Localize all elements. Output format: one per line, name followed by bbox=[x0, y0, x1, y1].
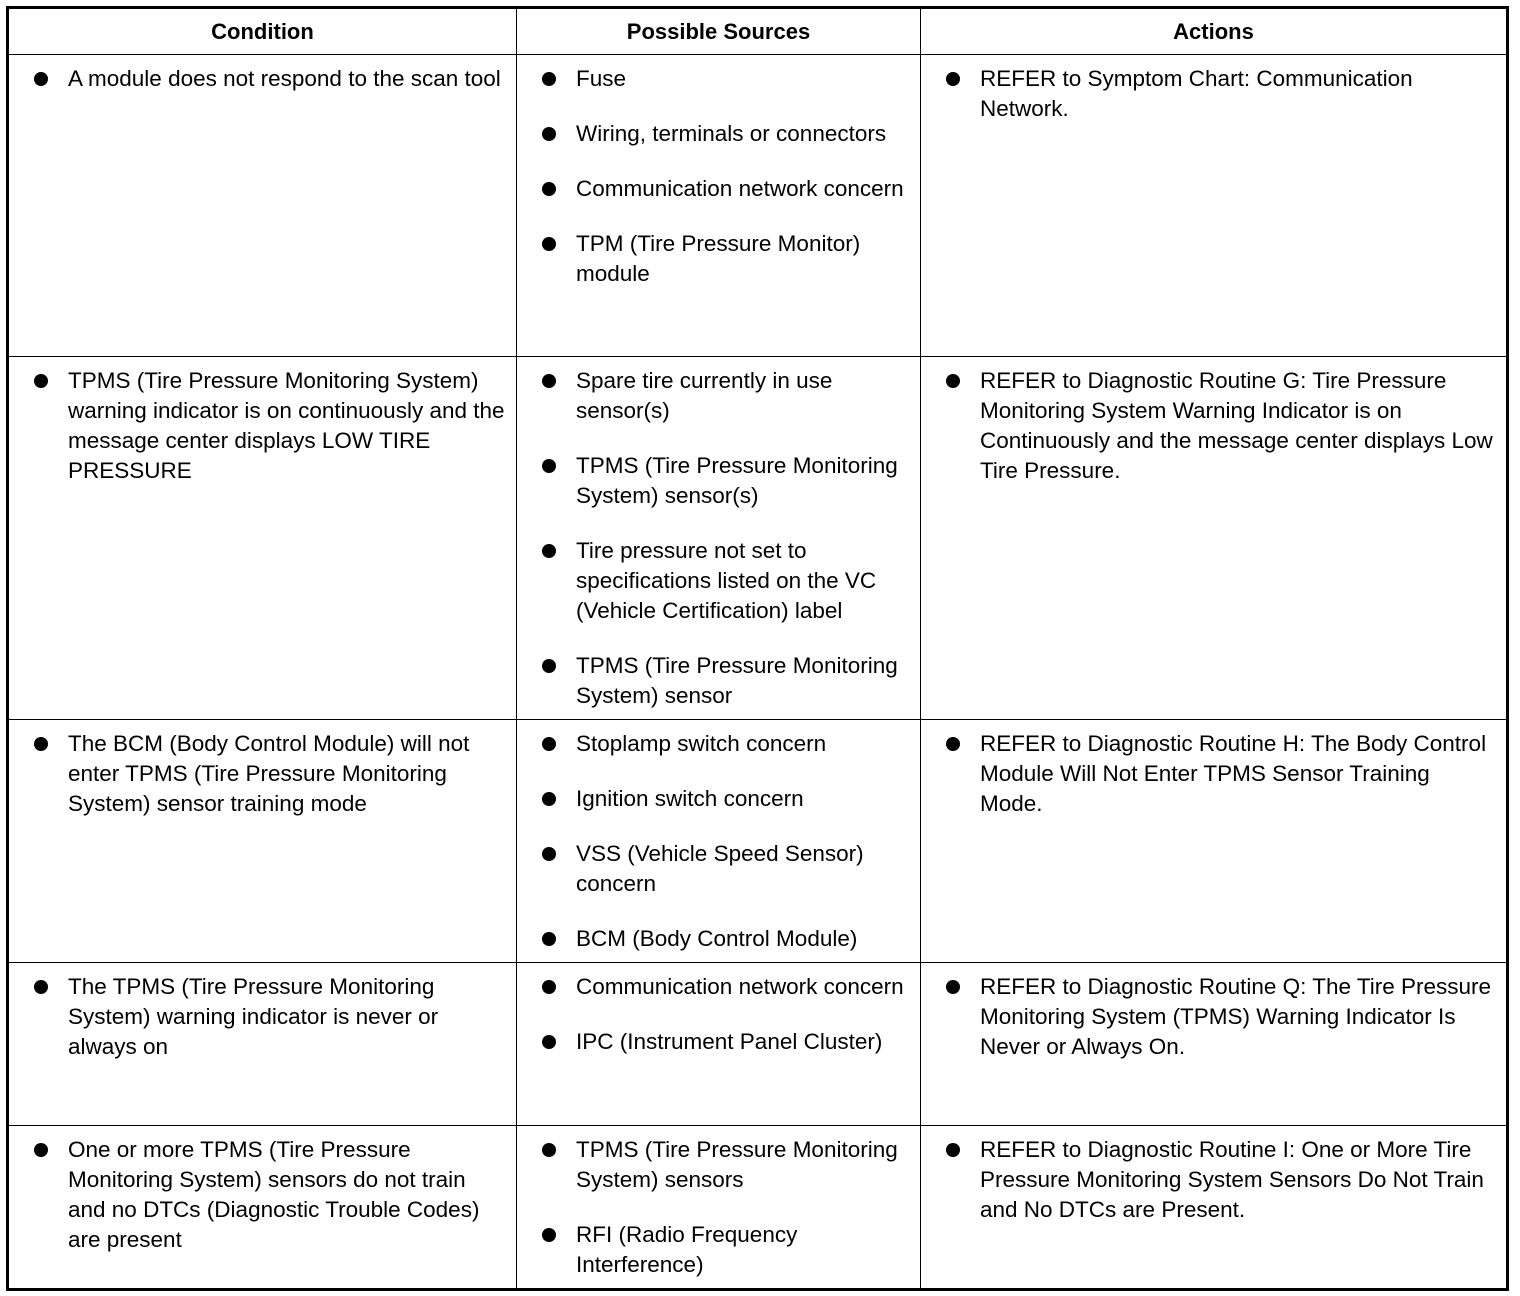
item-text: Ignition switch concern bbox=[576, 786, 804, 811]
list-item bbox=[943, 1135, 1498, 1225]
list-item bbox=[539, 536, 912, 626]
list-item bbox=[943, 729, 1498, 819]
table-row bbox=[8, 1126, 1508, 1290]
list-item bbox=[943, 366, 1498, 486]
sources-cell bbox=[517, 963, 921, 1126]
list-item bbox=[539, 729, 912, 759]
list-item bbox=[31, 64, 508, 94]
list-item bbox=[539, 839, 912, 899]
item-text: TPMS (Tire Pressure Monitoring System) warning indicator is on continuously and the message center displays LOW TIRE PRESSURE bbox=[68, 368, 505, 483]
item-text: REFER to Diagnostic Routine Q: The Tire Pressure Monitoring System (TPMS) Warning Indicator Is Never or Always On. bbox=[980, 974, 1492, 1059]
list-item bbox=[539, 1027, 912, 1057]
bullet-icon bbox=[542, 932, 556, 946]
actions-cell bbox=[921, 1126, 1508, 1290]
item-text: TPM (Tire Pressure Monitor) module bbox=[576, 231, 861, 286]
list-item bbox=[539, 64, 912, 94]
item-text: VSS (Vehicle Speed Sensor) concern bbox=[576, 841, 864, 896]
bullet-icon bbox=[542, 1143, 556, 1157]
list-item bbox=[539, 784, 912, 814]
item-text: A module does not respond to the scan tool bbox=[68, 66, 501, 91]
bullet-icon bbox=[542, 72, 556, 86]
bullet-icon bbox=[542, 182, 556, 196]
item-text: Communication network concern bbox=[576, 974, 904, 999]
sources-cell bbox=[517, 720, 921, 963]
sources-cell bbox=[517, 55, 921, 357]
item-text: REFER to Diagnostic Routine G: Tire Pressure Monitoring System Warning Indicator is on Continuously and the message center displays Low Tire Pressure. bbox=[980, 368, 1493, 483]
bullet-icon bbox=[542, 459, 556, 473]
bullet-icon bbox=[542, 237, 556, 251]
list-item bbox=[539, 229, 912, 289]
header-condition: Condition bbox=[8, 8, 517, 55]
item-text: RFI (Radio Frequency Interference) bbox=[576, 1222, 798, 1277]
item-text: Wiring, terminals or connectors bbox=[576, 121, 887, 146]
list-item bbox=[539, 972, 912, 1002]
list-item bbox=[31, 729, 508, 819]
diagnostic-table bbox=[6, 6, 1509, 1291]
bullet-icon bbox=[34, 72, 48, 86]
table-row bbox=[8, 357, 1508, 720]
bullet-icon bbox=[542, 544, 556, 558]
bullet-icon bbox=[542, 659, 556, 673]
list-item bbox=[539, 174, 912, 204]
table-row bbox=[8, 55, 1508, 357]
condition-cell bbox=[8, 720, 517, 963]
item-text: Stoplamp switch concern bbox=[576, 731, 827, 756]
list-item bbox=[539, 366, 912, 426]
bullet-icon bbox=[542, 1035, 556, 1049]
sources-cell bbox=[517, 357, 921, 720]
list-item bbox=[31, 366, 508, 486]
item-text: REFER to Diagnostic Routine I: One or More Tire Pressure Monitoring System Sensors Do Not Train and No DTCs are Present. bbox=[980, 1137, 1484, 1222]
bullet-icon bbox=[542, 1228, 556, 1242]
sources-cell bbox=[517, 1126, 921, 1290]
condition-cell bbox=[8, 1126, 517, 1290]
header-actions: Actions bbox=[921, 8, 1508, 55]
condition-cell bbox=[8, 55, 517, 357]
item-text: TPMS (Tire Pressure Monitoring System) sensors bbox=[576, 1137, 898, 1192]
actions-cell bbox=[921, 963, 1508, 1126]
header-row bbox=[8, 8, 1508, 55]
item-text: REFER to Symptom Chart: Communication Network. bbox=[980, 66, 1413, 121]
table-row bbox=[8, 720, 1508, 963]
actions-cell bbox=[921, 720, 1508, 963]
bullet-icon bbox=[34, 980, 48, 994]
item-text: Spare tire currently in use sensor(s) bbox=[576, 368, 833, 423]
item-text: The TPMS (Tire Pressure Monitoring System) warning indicator is never or always on bbox=[68, 974, 439, 1059]
list-item bbox=[539, 1220, 912, 1280]
bullet-icon bbox=[542, 374, 556, 388]
item-text: The BCM (Body Control Module) will not enter TPMS (Tire Pressure Monitoring System) sensor training mode bbox=[68, 731, 470, 816]
bullet-icon bbox=[946, 980, 960, 994]
bullet-icon bbox=[542, 980, 556, 994]
item-text: Fuse bbox=[576, 66, 627, 91]
bullet-icon bbox=[946, 1143, 960, 1157]
item-text: TPMS (Tire Pressure Monitoring System) sensor(s) bbox=[576, 453, 898, 508]
item-text: BCM (Body Control Module) bbox=[576, 926, 858, 951]
item-text: TPMS (Tire Pressure Monitoring System) sensor bbox=[576, 653, 898, 708]
bullet-icon bbox=[34, 374, 48, 388]
bullet-icon bbox=[542, 847, 556, 861]
list-item bbox=[31, 1135, 508, 1255]
actions-cell bbox=[921, 55, 1508, 357]
header-possible-sources: Possible Sources bbox=[517, 8, 921, 55]
bullet-icon bbox=[946, 374, 960, 388]
condition-cell bbox=[8, 963, 517, 1126]
item-text: One or more TPMS (Tire Pressure Monitoring System) sensors do not train and no DTCs (Diagnostic Trouble Codes) are present bbox=[68, 1137, 480, 1252]
item-text: Tire pressure not set to specifications listed on the VC (Vehicle Certification) label bbox=[576, 538, 877, 623]
actions-cell bbox=[921, 357, 1508, 720]
bullet-icon bbox=[34, 737, 48, 751]
bullet-icon bbox=[542, 737, 556, 751]
bullet-icon bbox=[946, 737, 960, 751]
list-item bbox=[539, 924, 912, 954]
list-item bbox=[539, 1135, 912, 1195]
list-item bbox=[943, 64, 1498, 124]
condition-cell bbox=[8, 357, 517, 720]
list-item bbox=[31, 972, 508, 1062]
list-item bbox=[539, 451, 912, 511]
table-row bbox=[8, 963, 1508, 1126]
bullet-icon bbox=[34, 1143, 48, 1157]
list-item bbox=[539, 119, 912, 149]
bullet-icon bbox=[542, 792, 556, 806]
bullet-icon bbox=[946, 72, 960, 86]
list-item bbox=[539, 651, 912, 711]
item-text: Communication network concern bbox=[576, 176, 904, 201]
bullet-icon bbox=[542, 127, 556, 141]
item-text: REFER to Diagnostic Routine H: The Body Control Module Will Not Enter TPMS Sensor Training Mode. bbox=[980, 731, 1487, 816]
item-text: IPC (Instrument Panel Cluster) bbox=[576, 1029, 883, 1054]
list-item bbox=[943, 972, 1498, 1062]
